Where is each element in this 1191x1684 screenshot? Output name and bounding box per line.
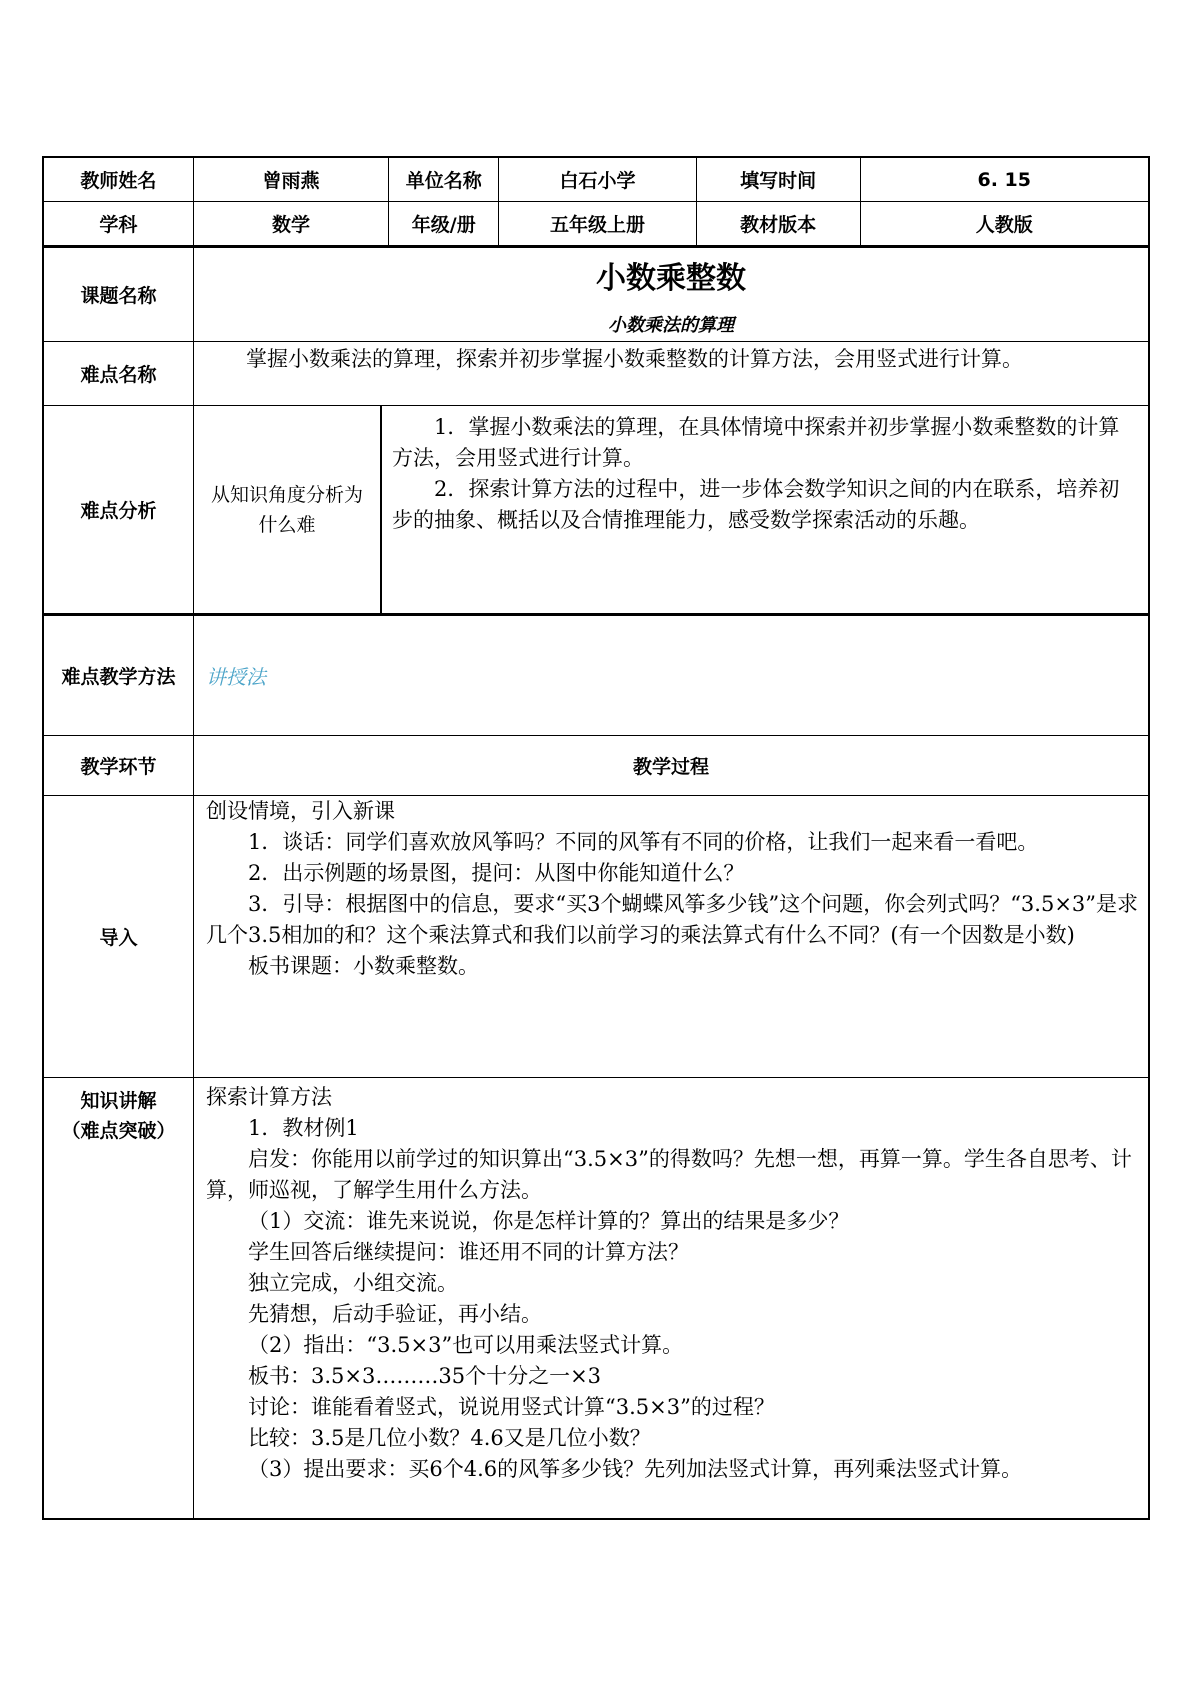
difficulty-name-row: [44, 342, 1148, 406]
difficulty-name-text: 掌握小数乘法的算理，探索并初步掌握小数乘整数的计算方法，会用竖式进行计算。: [246, 347, 1023, 371]
difficulty-analysis-label: 难点分析: [44, 406, 194, 613]
knowledge-line-8: 板书：3.5×3………35个十分之一×3: [248, 1364, 602, 1388]
topic-label: 课题名称: [44, 248, 194, 341]
intro-heading: 创设情境，引入新课: [206, 799, 395, 823]
topic-content: [194, 248, 1148, 341]
textbook-label: 教材版本: [697, 202, 861, 245]
subject-label: 学科: [44, 202, 194, 245]
knowledge-line-1: 1．教材例1: [248, 1116, 359, 1140]
knowledge-line-5: 独立完成，小组交流。: [248, 1271, 458, 1295]
lesson-plan-table: [42, 156, 1150, 1520]
method-label: 难点教学方法: [44, 616, 194, 735]
knowledge-line-7: （2）指出：“3.5×3”也可以用乘法竖式计算。: [248, 1333, 684, 1357]
knowledge-line-2: 启发：你能用以前学过的知识算出“3.5×3”的得数吗？先想一想，再算一算。学生各自思考、计算，师巡视，了解学生用什么方法。: [206, 1147, 1132, 1202]
knowledge-heading: 探索计算方法: [206, 1085, 332, 1109]
difficulty-name-label: 难点名称: [44, 342, 194, 405]
knowledge-label: [44, 1078, 194, 1518]
header-row-1: [44, 158, 1148, 202]
process-label: 教学过程: [632, 756, 709, 778]
grade-value: 五年级上册: [499, 202, 697, 245]
topic-row: [44, 246, 1148, 342]
analysis-point-1: 1．掌握小数乘法的算理，在具体情境中探索并初步掌握小数乘整数的计算方法，会用竖式进行计算。: [392, 415, 1120, 470]
intro-row: [44, 796, 1148, 1078]
knowledge-line-3: （1）交流：谁先来说说，你是怎样计算的？算出的结果是多少？: [248, 1209, 850, 1233]
process-header-row: [44, 736, 1148, 796]
intro-content: [194, 796, 1148, 1077]
grade-label: 年级/册: [389, 202, 499, 245]
knowledge-line-4: 学生回答后继续提问：谁还用不同的计算方法？: [248, 1240, 689, 1264]
knowledge-line-11: （3）提出要求：买6个4.6的风筝多少钱？先列加法竖式计算，再列乘法竖式计算。: [248, 1457, 1023, 1481]
school-value: 白石小学: [499, 158, 697, 201]
intro-line-3: 3．引导：根据图中的信息，要求“买3个蝴蝶风筝多少钱”这个问题，你会列式吗？“3.5×3”是求几个3.5相加的和？这个乘法算式和我们以前学习的乘法算式有什么不同？(有一个因数是小数): [206, 892, 1139, 947]
difficulty-analysis-content: [382, 406, 1148, 613]
teacher-name-value: 曾雨燕: [194, 158, 390, 201]
date-value: 6. 15: [977, 168, 1031, 191]
intro-label: 导入: [44, 796, 194, 1077]
topic-subtitle: 小数乘法的算理: [608, 314, 734, 336]
knowledge-label-line-2: （难点突破）: [61, 1120, 176, 1142]
intro-line-2: 2．出示例题的场景图，提问：从图中你能知道什么？: [248, 861, 745, 885]
textbook-value: 人教版: [975, 214, 1033, 236]
knowledge-line-9: 讨论：谁能看着竖式，说说用竖式计算“3.5×3”的过程？: [248, 1395, 775, 1419]
intro-line-1: 1．谈话：同学们喜欢放风筝吗？不同的风筝有不同的价格，让我们一起来看一看吧。: [248, 830, 1039, 854]
analysis-point-2: 2．探索计算方法的过程中，进一步体会数学知识之间的内在联系，培养初步的抽象、概括以及合情推理能力，感受数学探索活动的乐趣。: [392, 477, 1120, 532]
difficulty-analysis-sublabel: 从知识角度分析为什么难: [194, 406, 382, 613]
method-content: [194, 616, 1148, 735]
school-label: 单位名称: [389, 158, 499, 201]
method-row: [44, 614, 1148, 736]
process-stage-label: 教学环节: [44, 736, 194, 795]
knowledge-content: [194, 1078, 1148, 1518]
header-row-2: [44, 202, 1148, 246]
knowledge-row: [44, 1078, 1148, 1518]
date-label: 填写时间: [697, 158, 861, 201]
knowledge-label-line-1: 知识讲解: [80, 1090, 157, 1112]
difficulty-analysis-row: [44, 406, 1148, 614]
topic-title: 小数乘整数: [596, 260, 746, 296]
knowledge-line-10: 比较：3.5是几位小数？4.6又是几位小数？: [248, 1426, 651, 1450]
subject-value: 数学: [194, 202, 390, 245]
knowledge-line-6: 先猜想，后动手验证，再小结。: [248, 1302, 542, 1326]
method-text: 讲授法: [206, 665, 266, 689]
intro-line-4: 板书课题：小数乘整数。: [248, 954, 479, 978]
teacher-name-label: 教师姓名: [44, 158, 194, 201]
